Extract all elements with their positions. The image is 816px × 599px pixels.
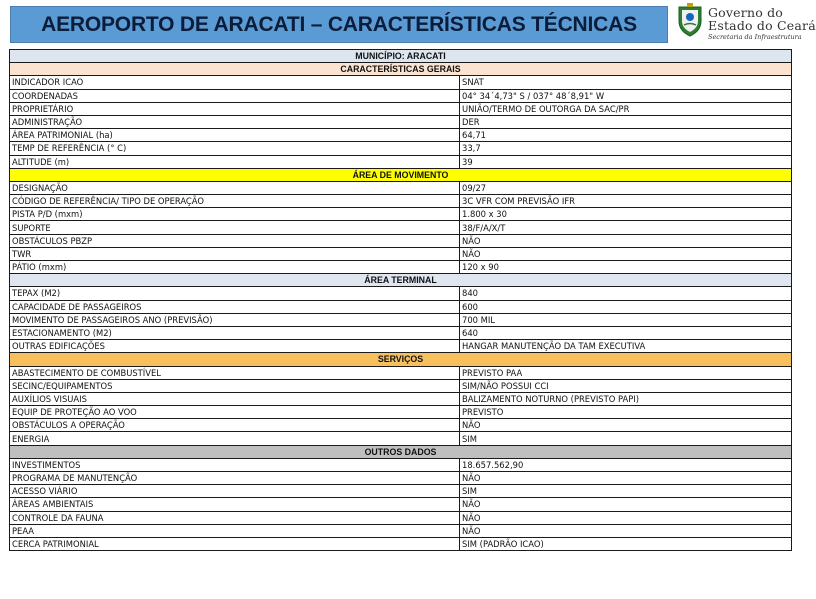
row-label: ALTITUDE (m) [10,155,460,168]
row-label: MOVIMENTO DE PASSAGEIROS ANO (PREVISÃO) [10,313,460,326]
table-row [10,102,792,115]
row-value: 600 [460,300,792,313]
table-row [10,76,792,89]
title-banner [10,6,668,43]
row-label: OBSTÁCULOS PBZP [10,234,460,247]
row-label: PROPRIETÁRIO [10,102,460,115]
table-row [10,115,792,128]
row-label: SUPORTE [10,221,460,234]
row-value: SIM [460,432,792,445]
table-row [10,524,792,537]
government-logo [672,3,816,43]
table-row [10,340,792,353]
table-row [10,326,792,339]
table-row [10,379,792,392]
row-value: SIM/NÃO POSSUI CCI [460,379,792,392]
row-value: 1.800 x 30 [460,208,792,221]
municipio-row [10,50,792,63]
row-label: PÁTIO (mxm) [10,261,460,274]
row-label: TWR [10,247,460,260]
row-value: NÃO [460,234,792,247]
row-value: NÃO [460,247,792,260]
logo-line-3: Secretaria da Infraestrutura [708,33,802,41]
row-value: 64,71 [460,129,792,142]
row-label: ESTACIONAMENTO (M2) [10,326,460,339]
row-value: BALIZAMENTO NOTURNO (PREVISTO PAPI) [460,392,792,405]
table-row [10,155,792,168]
row-value: 840 [460,287,792,300]
row-label: DESIGNAÇÃO [10,181,460,194]
table-row [10,485,792,498]
characteristics-table [9,49,792,551]
section-title: ÁREA TERMINAL [10,274,792,287]
row-label: INVESTIMENTOS [10,458,460,471]
row-value: PREVISTO PAA [460,366,792,379]
page-title: AEROPORTO DE ARACATI – CARACTERÍSTICAS TÉCNICAS [41,12,637,36]
table-row [10,472,792,485]
table-row [10,313,792,326]
row-value: 3C VFR COM PREVISÃO IFR [460,195,792,208]
row-value: DER [460,115,792,128]
row-value: 04° 34´4,73" S / 037° 48´8,91" W [460,89,792,102]
table-row [10,247,792,260]
section-header-servicos [10,353,792,366]
row-value: NÃO [460,472,792,485]
row-label: CÓDIGO DE REFERÊNCIA/ TIPO DE OPERAÇÃO [10,195,460,208]
row-label: ÁREA PATRIMONIAL (ha) [10,129,460,142]
table-row [10,208,792,221]
row-value: 39 [460,155,792,168]
table-row [10,511,792,524]
section-title: CARACTERÍSTICAS GERAIS [10,63,792,76]
logo-line-2: Estado do Ceará [708,18,816,33]
section-header-area-terminal [10,274,792,287]
row-value: NÃO [460,524,792,537]
row-label: TEPAX (M2) [10,287,460,300]
row-label: ACESSO VIÁRIO [10,485,460,498]
row-value: 120 x 90 [460,261,792,274]
table-row [10,129,792,142]
table-row [10,221,792,234]
row-label: ÁREAS AMBIENTAIS [10,498,460,511]
section-header-outros-dados [10,445,792,458]
row-label: ENERGIA [10,432,460,445]
row-label: OBSTÁCULOS A OPERAÇÃO [10,419,460,432]
table-row [10,406,792,419]
row-label: CONTROLE DA FAUNA [10,511,460,524]
row-label: PROGRAMA DE MANUTENÇÃO [10,472,460,485]
table-row [10,300,792,313]
row-label: INDICADOR ICAO [10,76,460,89]
row-label: SECINC/EQUIPAMENTOS [10,379,460,392]
row-value: 09/27 [460,181,792,194]
row-value: PREVISTO [460,406,792,419]
row-value: 640 [460,326,792,339]
row-value: SNAT [460,76,792,89]
table-row [10,287,792,300]
table-row [10,261,792,274]
row-label: AUXÍLIOS VISUAIS [10,392,460,405]
logo-line-1: Governo do [708,5,784,20]
table-row [10,392,792,405]
row-value: 38/F/A/X/T [460,221,792,234]
table-row [10,458,792,471]
table-row [10,432,792,445]
row-label: CAPACIDADE DE PASSAGEIROS [10,300,460,313]
section-title: OUTROS DADOS [10,445,792,458]
row-value: 33,7 [460,142,792,155]
row-label: PEAA [10,524,460,537]
header [0,0,816,46]
row-label: CERCA PATRIMONIAL [10,537,460,550]
table-row [10,419,792,432]
row-label: COORDENADAS [10,89,460,102]
row-value: NÃO [460,511,792,524]
table-row [10,181,792,194]
table-row [10,195,792,208]
section-header-area-de-movimento [10,168,792,181]
section-header-caracteristicas-gerais [10,63,792,76]
row-value: SIM [460,485,792,498]
row-label: EQUIP DE PROTEÇÃO AO VOO [10,406,460,419]
municipio-label: MUNICÍPIO: ARACATI [10,50,792,63]
table-row [10,366,792,379]
row-label: ADMINISTRAÇÃO [10,115,460,128]
row-label: TEMP DE REFERÊNCIA (° C) [10,142,460,155]
row-value: SIM (PADRÃO ICAO) [460,537,792,550]
table-row [10,498,792,511]
row-label: OUTRAS EDIFICAÇÕES [10,340,460,353]
table-row [10,89,792,102]
section-title: ÁREA DE MOVIMENTO [10,168,792,181]
table-row [10,234,792,247]
row-value: 700 MIL [460,313,792,326]
row-value: UNIÃO/TERMO DE OUTORGA DA SAC/PR [460,102,792,115]
table-row [10,142,792,155]
row-value: HANGAR MANUTENÇÃO DA TAM EXECUTIVA [460,340,792,353]
coat-of-arms-icon [676,3,704,37]
row-value: NÃO [460,419,792,432]
row-value: NÃO [460,498,792,511]
table-row [10,537,792,550]
row-value: 18.657.562,90 [460,458,792,471]
row-label: ABASTECIMENTO DE COMBUSTÍVEL [10,366,460,379]
section-title: SERVIÇOS [10,353,792,366]
row-label: PISTA P/D (mxm) [10,208,460,221]
